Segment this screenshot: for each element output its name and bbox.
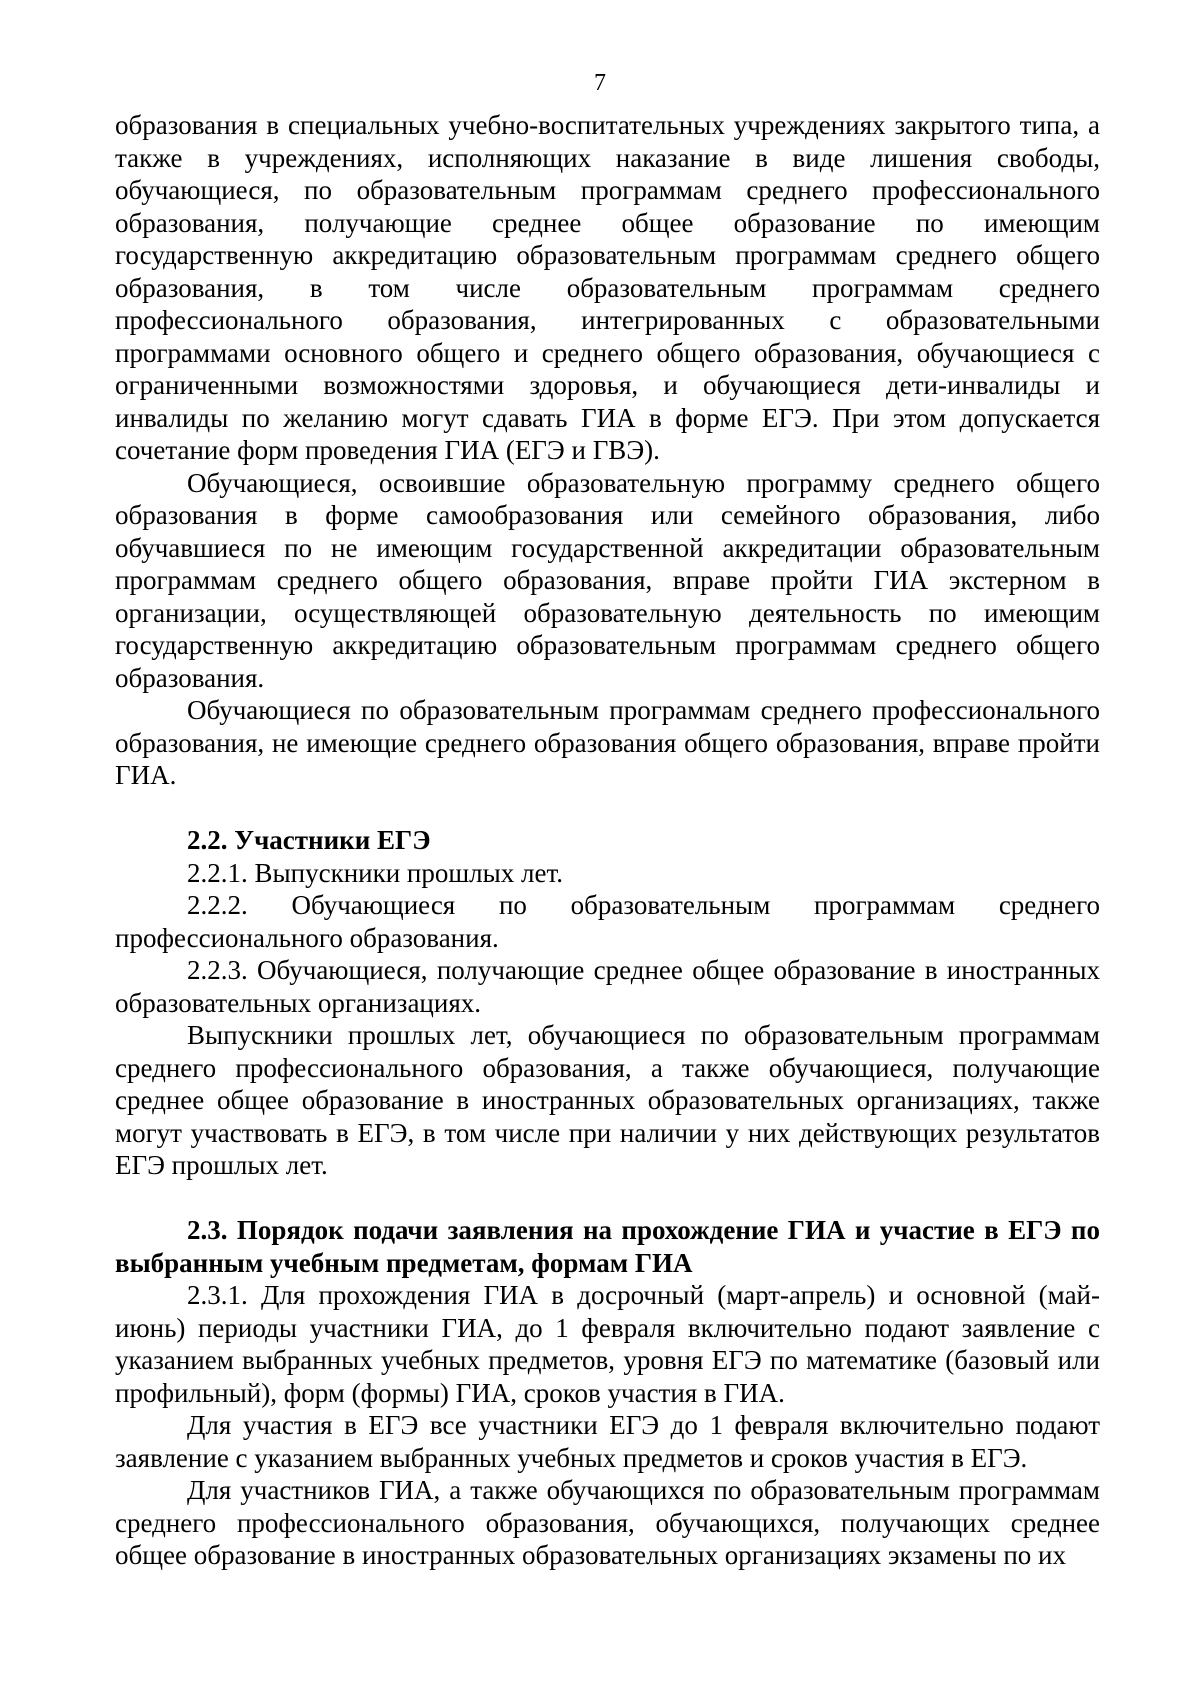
section-gap bbox=[115, 792, 1100, 825]
paragraph: Для участия в ЕГЭ все участники ЕГЭ до 1 февраля включительно подают заявление с указанием выбранных учебных предметов и сроков участия в ЕГЭ. bbox=[115, 1410, 1100, 1473]
section-heading-2-3: 2.3. Порядок подачи заявления на прохождение ГИА и участие в ЕГЭ по выбранным учебным предметам, формам ГИА bbox=[115, 1215, 1100, 1278]
page-number: 7 bbox=[594, 70, 606, 96]
list-item-2-2-3: 2.2.3. Обучающиеся, получающие среднее общее образование в иностранных образовательных организациях. bbox=[115, 955, 1100, 1018]
section-heading-2-2: 2.2. Участники ЕГЭ bbox=[187, 825, 431, 855]
section-gap bbox=[115, 1182, 1100, 1215]
paragraph: Выпускники прошлых лет, обучающиеся по образовательным программам среднего профессионального образования, а также обучающиеся, получающие среднее общее образование в иностранных образовательных организациях, также могут участвовать в ЕГЭ, в том числе при наличии у них действующих результатов ЕГЭ прошлых лет. bbox=[115, 1020, 1100, 1180]
paragraph-2-3-1: 2.3.1. Для прохождения ГИА в досрочный (март-апрель) и основной (май-июнь) периоды участники ГИА, до 1 февраля включительно подают заявление с указанием выбранных учебных предметов, уровня ЕГЭ по математике (базовый или профильный), форм (формы) ГИА, сроков участия в ГИА. bbox=[115, 1280, 1100, 1408]
list-item-2-2-1: 2.2.1. Выпускники прошлых лет. bbox=[187, 857, 563, 888]
paragraph: Обучающиеся, освоившие образовательную программу среднего общего образования в форме самообразования или семейного образования, либо обучавшиеся по не имеющим государственной аккредитации образовательным программам среднего общего образования, вправе пройти ГИА экстерном в организации, осуществляющей образовательную деятельность по имеющим государственную аккредитацию образовательным программам среднего общего образования. bbox=[115, 467, 1100, 693]
document-body bbox=[115, 109, 1100, 1572]
paragraph: Обучающиеся по образовательным программам среднего профессионального образования, не имеющие среднего образования общего образования, вправе пройти ГИА. bbox=[115, 695, 1100, 790]
paragraph-continuation: образования в специальных учебно-воспитательных учреждениях закрытого типа, а также в учреждениях, исполняющих наказание в виде лишения свободы, обучающиеся, по образовательным программам среднего профессионального образования, получающие среднее общее образование по имеющим государственную аккредитацию образовательным программам среднего общего образования, в том числе образовательным программам среднего профессионального образования, интегрированных с образовательными программами основного общего и среднего общего образования, обучающиеся с ограниченными возможностями здоровья, и обучающиеся дети-инвалиды и инвалиды по желанию могут сдавать ГИА в форме ЕГЭ. При этом допускается сочетание форм проведения ГИА (ЕГЭ и ГВЭ). bbox=[115, 110, 1100, 465]
paragraph: Для участников ГИА, а также обучающихся по образовательным программам среднего профессионального образования, обучающихся, получающих среднее общее образование в иностранных образовательных организациях экзамены по их bbox=[115, 1475, 1100, 1570]
list-item-2-2-2: 2.2.2. Обучающиеся по образовательным программам среднего профессионального образования. bbox=[115, 890, 1100, 953]
